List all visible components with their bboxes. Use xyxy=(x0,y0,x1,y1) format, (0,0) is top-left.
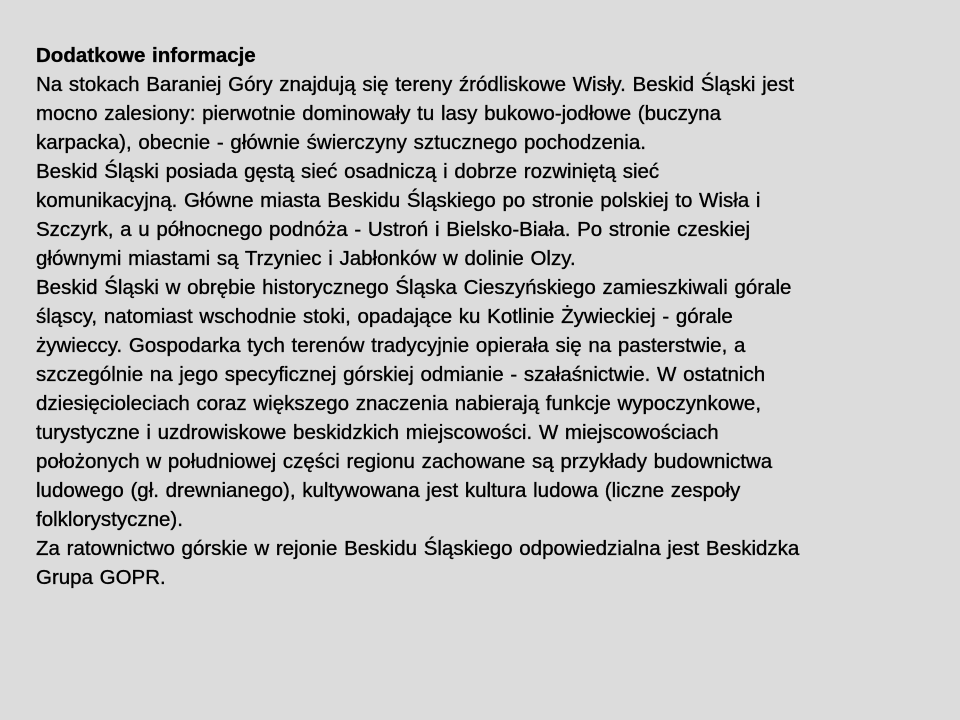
text-line: Beskid Śląski posiada gęstą sieć osadniczą i dobrze rozwiniętą sieć xyxy=(36,160,660,183)
text-line: głównymi miastami są Trzyniec i Jabłonków w dolinie Olzy. xyxy=(36,247,576,270)
text-line: Za ratownictwo górskie w rejonie Beskidu Śląskiego odpowiedzialna jest Beskidzka xyxy=(36,537,800,560)
slide-text-block xyxy=(36,41,936,592)
text-line: Na stokach Baraniej Góry znajdują się tereny źródliskowe Wisły. Beskid Śląski jest xyxy=(36,73,795,96)
text-line: folklorystyczne). xyxy=(36,508,183,531)
text-line: Beskid Śląski w obrębie historycznego Śląska Cieszyńskiego zamieszkiwali górale xyxy=(36,276,792,299)
slide-heading: Dodatkowe informacje xyxy=(36,44,256,67)
text-line: szczególnie na jego specyficznej górskiej odmianie - szałaśnictwie. W ostatnich xyxy=(36,363,766,386)
text-line: dziesięcioleciach coraz większego znaczenia nabierają funkcje wypoczynkowe, xyxy=(36,392,762,415)
text-line: komunikacyjną. Główne miasta Beskidu Śląskiego po stronie polskiej to Wisła i xyxy=(36,189,761,212)
text-line: położonych w południowej części regionu zachowane są przykłady budownictwa xyxy=(36,450,773,473)
text-line: mocno zalesiony: pierwotnie dominowały tu lasy bukowo-jodłowe (buczyna xyxy=(36,102,721,125)
text-line: ludowego (gł. drewnianego), kultywowana jest kultura ludowa (liczne zespoły xyxy=(36,479,741,502)
text-line: turystyczne i uzdrowiskowe beskidzkich miejscowości. W miejscowościach xyxy=(36,421,719,444)
text-line: Szczyrk, a u północnego podnóża - Ustroń i Bielsko-Biała. Po stronie czeskiej xyxy=(36,218,751,241)
text-line: śląscy, natomiast wschodnie stoki, opadające ku Kotlinie Żywieckiej - górale xyxy=(36,305,733,328)
text-line: Grupa GOPR. xyxy=(36,566,166,589)
text-line: karpacka), obecnie - głównie świerczyny sztucznego pochodzenia. xyxy=(36,131,646,154)
text-line: żywieccy. Gospodarka tych terenów tradycyjnie opierała się na pasterstwie, a xyxy=(36,334,746,357)
